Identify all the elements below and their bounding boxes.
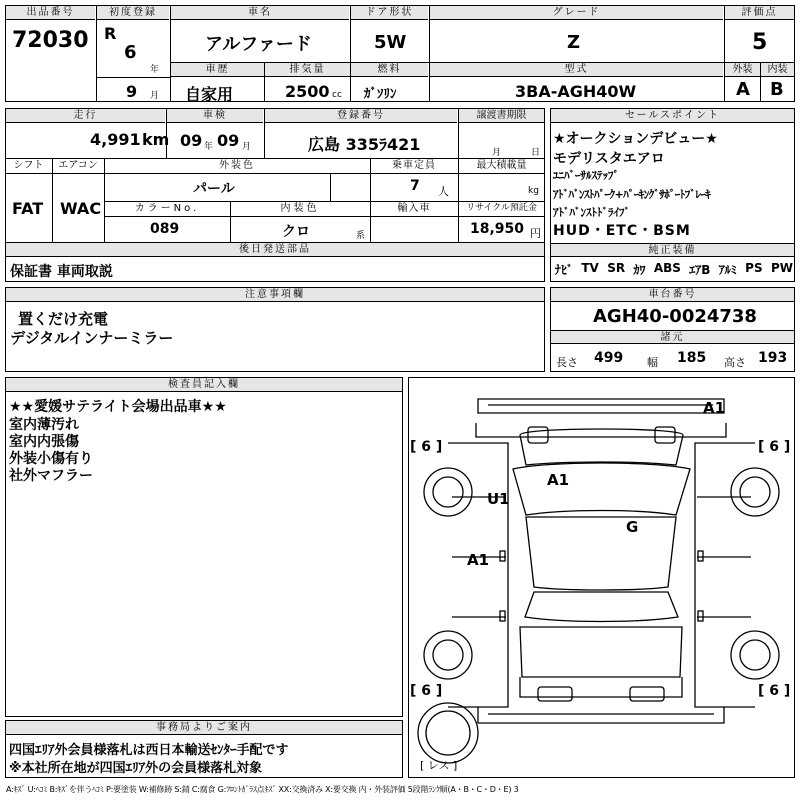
damage-mark-left-front: U1 [487,490,510,508]
sales-point-line: ★オークションデビュー★ [553,131,718,147]
displacement-label: 排気量 [265,63,350,77]
height-label: 高さ [724,356,746,369]
door-label: ドア形状 [351,6,428,20]
recycle-unit: 円 [530,227,541,240]
rear-right-wheel [731,631,779,679]
car-name: アルファード [205,34,312,55]
model-type-label: 型式 [430,63,723,77]
inspector-line: 室内薄汚れ [9,417,79,433]
rear-window [525,592,678,622]
transfer-deadline-label: 譲渡書期限 [459,109,544,123]
history-label: 車歴 [171,63,264,77]
sales-point-line: ｱﾄﾞﾊﾞﾝｽﾄﾊﾟｰｸ+ﾊﾟｰｷﾝｸﾞｻﾎﾟｰﾄﾌﾞﾚｰｷ [553,188,711,201]
front-left-wheel [424,468,472,516]
car-diagram [408,377,795,778]
sales-point-line: ｱﾄﾞﾊﾞﾝｽﾄﾄﾞﾗｲﾌﾞ [553,206,630,219]
capacity-value: 7 [410,178,420,194]
int-color-suffix: 系 [356,231,366,241]
equipment-item: TV [581,261,599,275]
windshield [513,463,690,515]
mileage-value: 4,991 [90,130,141,149]
inspector-line: 外装小傷有り [9,451,93,467]
sales-point-line: HUD・ETC・BSM [553,223,691,239]
office-label: 事務局よりご案内 [6,721,402,735]
tire-front-right: [ 6 ] [758,439,791,455]
equipment-item: ﾅﾋﾞ [555,263,574,277]
color-no-value: 089 [150,221,180,237]
office-line: 四国ｴﾘｱ外会員様落札は西日本輸送ｾﾝﾀｰ手配です [9,743,289,758]
recycle-label: リサイクル預託金 [466,203,537,213]
chassis-value: AGH40-0024738 [593,306,757,327]
length-label: 長さ [556,356,578,369]
plate-value: 広島 335ﾗ421 [308,135,421,154]
fuel-label: 燃料 [351,63,428,77]
first-reg-label: 初度登録 [97,6,169,20]
tire-rear-left: [ 6 ] [410,683,443,699]
length-value: 499 [594,350,624,366]
damage-mark-windshield: A1 [547,471,570,489]
shift-value: FAT [12,199,44,218]
inspection-month: 09 [217,131,240,150]
color-no-label: カラーNo. [134,203,200,214]
equipment-list [555,261,793,278]
notes-line: デジタルインナーミラー [10,329,174,347]
office-line: ※本社所在地が四国ｴﾘｱ外の会員様落札対象 [9,761,263,776]
lot-number: 72030 [12,28,89,53]
equipment-item: ｴｱB [689,263,711,277]
first-reg-month: 9 [126,82,138,101]
recycle-value: 18,950 [470,221,525,237]
max-load-label: 最大積載量 [476,160,527,171]
width-label: 幅 [647,356,658,369]
damage-mark-left-door: A1 [467,551,490,569]
score-label: 評価点 [725,6,794,20]
damage-mark-front-bumper: A1 [703,399,726,417]
exterior-grade-value: A [736,79,750,100]
later-parts-value: 保証書 車両取説 [10,264,113,280]
equipment-label: 純正装備 [551,243,794,257]
equipment-item: PW [770,261,793,275]
first-reg-year-unit: 年 [150,65,160,75]
door-value: 5W [374,32,407,53]
sales-point-line: ﾕﾆﾊﾞｰｻﾙｽﾃｯﾌﾟ [553,169,619,182]
notes-label: 注意事項欄 [6,288,544,302]
first-reg-year: 6 [124,42,137,63]
inspector-line: 社外マフラー [9,468,93,484]
capacity-label: 乗車定員 [392,160,436,171]
max-load-unit: kg [528,186,539,196]
sales-point-line: モデリスタエアロ [553,151,665,167]
height-value: 193 [758,350,788,366]
equipment-item: ABS [653,261,681,275]
displacement-unit: cc [332,90,342,100]
inspection-month-unit: 月 [242,142,252,152]
score-value: 5 [752,30,768,55]
equipment-item: SR [607,261,626,275]
inspector-label: 検査員記入欄 [6,378,402,392]
displacement-value: 2500 [285,82,330,101]
shift-label: シフト [13,160,44,171]
rear-bumper [478,707,724,723]
aircon-value: WAC [60,199,102,218]
chassis-label: 車台番号 [551,288,794,302]
front-bumper [478,399,724,413]
int-color-value: クロ [282,224,310,240]
exterior-grade-label: 外装 [725,63,760,77]
damage-mark-glass: G [626,518,639,536]
inspection-label: 車検 [167,109,263,123]
roof [526,517,676,590]
spare-tire [418,703,478,763]
notes-line: 置くだけ充電 [18,310,109,328]
rear-left-wheel [424,631,472,679]
history-value: 自家用 [185,85,234,104]
aircon-label: エアコン [58,160,98,171]
inspection-year: 09 [180,131,203,150]
sales-point-label: セールスポイント [551,109,794,123]
transfer-day-unit: 日 [531,148,541,158]
equipment-item: ｶﾜ [633,263,646,277]
car-name-label: 車名 [171,6,349,20]
later-parts-label: 後日発送部品 [6,243,544,257]
ext-color-label: 外装色 [219,160,255,171]
grade-value: Z [567,32,581,53]
capacity-unit: 人 [438,185,449,198]
mileage-label: 走行 [6,109,165,123]
inspector-line: ★★愛媛サテライト会場出品車★★ [9,399,227,415]
equipment-item: PS [745,261,763,275]
equipment-item: ｱﾙﾐ [718,263,737,277]
grade-label: グレード [430,6,723,20]
model-type-value: 3BA-AGH40W [515,82,637,101]
tire-rear-right: [ 6 ] [758,683,791,699]
first-reg-era: R [104,24,117,43]
hood [520,429,683,465]
spare-tire-label: [ レス ] [420,759,458,772]
inspection-year-unit: 年 [204,142,214,152]
dimensions-label: 諸元 [551,330,794,344]
tire-front-left: [ 6 ] [410,439,443,455]
inspector-line: 室内内張傷 [9,434,79,450]
import-label: 輸入車 [397,203,431,214]
int-color-label: 内装色 [280,203,320,214]
transfer-month-unit: 月 [492,148,502,158]
interior-grade-value: B [770,79,784,100]
lot-label: 出品番号 [6,6,95,20]
plate-label: 登録番号 [265,109,457,123]
fuel-value: ｶﾞｿﾘﾝ [364,87,397,102]
width-value: 185 [677,350,707,366]
mileage-unit: km [142,130,170,149]
legend: A:ｷｽﾞ U:ﾍｺﾐ B:ｷｽﾞを伴うﾍｺﾐ P:要塗装 W:補修跡 S:錆 C:腐食 G:ﾌﾛﾝﾄｶﾞﾗｽ点ｷｽﾞ XX:交換済み X:要交換 内・外装評価 5段階ﾗﾝｸ順(A・B・C・D・E) 3 [6,785,519,794]
front-right-wheel [731,468,779,516]
ext-color-value: パール [193,181,235,197]
interior-grade-label: 内装 [761,63,794,77]
first-reg-month-unit: 月 [150,91,160,101]
